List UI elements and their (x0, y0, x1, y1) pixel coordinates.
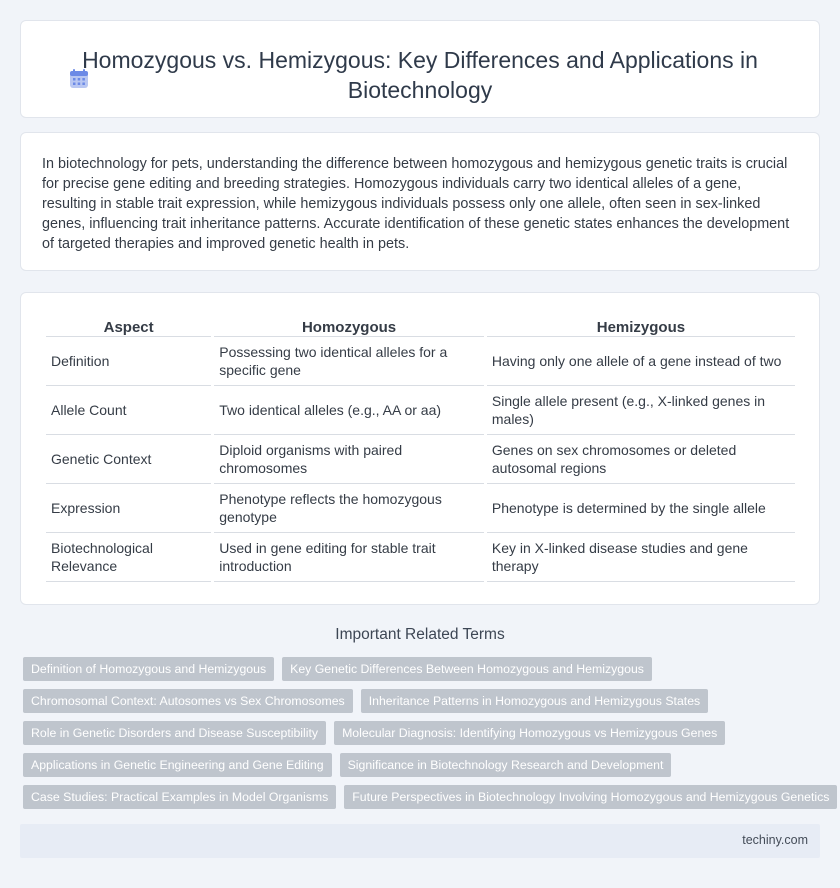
related-term-tag[interactable]: Molecular Diagnosis: Identifying Homozygous vs Hemizygous Genes (334, 721, 725, 745)
table-cell: Key in X-linked disease studies and gene therapy (487, 533, 795, 582)
related-term-tag[interactable]: Case Studies: Practical Examples in Model Organisms (23, 785, 336, 809)
table-row (46, 386, 795, 435)
intro-card (20, 132, 820, 271)
table-cell: Single allele present (e.g., X-linked genes in males) (487, 386, 795, 435)
table-cell: Phenotype reflects the homozygous genotype (214, 484, 484, 533)
table-cell: Genes on sex chromosomes or deleted autosomal regions (487, 435, 795, 484)
related-term-tag[interactable]: Key Genetic Differences Between Homozygous and Hemizygous (282, 657, 652, 681)
table-cell: Having only one allele of a gene instead of two (487, 337, 795, 386)
table-cell: Expression (46, 484, 211, 533)
related-term-tag[interactable]: Future Perspectives in Biotechnology Involving Homozygous and Hemizygous Genetics (344, 785, 837, 809)
table-row (46, 533, 795, 582)
tag-row (23, 785, 830, 809)
tag-row (23, 657, 823, 681)
intro-paragraph: In biotechnology for pets, understanding the difference between homozygous and hemizygous genetic traits is crucial for precise gene editing and breeding strategies. Homozygous individuals carry two identical alleles of a gene, resulting in stable trait expression, while hemizygous individuals possess only one allele, often seen in sex-linked genes, influencing trait inheritance patterns. Accurate identification of these genetic states enhances the development of targeted therapies and improved genetic health in pets. (42, 156, 790, 252)
related-term-tag[interactable]: Role in Genetic Disorders and Disease Susceptibility (23, 721, 326, 745)
related-terms-heading: Important Related Terms (335, 626, 505, 643)
table-row (46, 435, 795, 484)
related-term-tag[interactable]: Applications in Genetic Engineering and Gene Editing (23, 753, 332, 777)
table-row (46, 484, 795, 533)
table-cell: Allele Count (46, 386, 211, 435)
related-term-tag[interactable]: Definition of Homozygous and Hemizygous (23, 657, 274, 681)
comparison-table (43, 317, 798, 582)
footer (20, 824, 820, 858)
header-aspect: Aspect (46, 317, 211, 337)
related-term-tag[interactable]: Inheritance Patterns in Homozygous and Hemizygous States (361, 689, 709, 713)
table-row (46, 337, 795, 386)
table-header-row (46, 317, 795, 337)
table-cell: Genetic Context (46, 435, 211, 484)
tag-row (23, 689, 823, 713)
table-cell: Used in gene editing for stable trait introduction (214, 533, 484, 582)
table-cell: Diploid organisms with paired chromosomes (214, 435, 484, 484)
header-homozygous: Homozygous (214, 317, 484, 337)
comparison-card (20, 292, 820, 605)
table-cell: Phenotype is determined by the single allele (487, 484, 795, 533)
tag-row (23, 721, 823, 745)
table-cell: Definition (46, 337, 211, 386)
page-title: Homozygous vs. Hemizygous: Key Differences and Applications in Biotechnology (82, 47, 758, 103)
related-terms-list (23, 657, 830, 817)
table-cell: Two identical alleles (e.g., AA or aa) (214, 386, 484, 435)
header-hemizygous: Hemizygous (487, 317, 795, 337)
table-cell: Biotechnological Relevance (46, 533, 211, 582)
related-term-tag[interactable]: Chromosomal Context: Autosomes vs Sex Chromosomes (23, 689, 353, 713)
tag-row (23, 753, 823, 777)
title-card (20, 20, 820, 118)
table-cell: Possessing two identical alleles for a specific gene (214, 337, 484, 386)
footer-site-link[interactable]: techiny.com (742, 833, 808, 847)
related-term-tag[interactable]: Significance in Biotechnology Research and Development (340, 753, 672, 777)
